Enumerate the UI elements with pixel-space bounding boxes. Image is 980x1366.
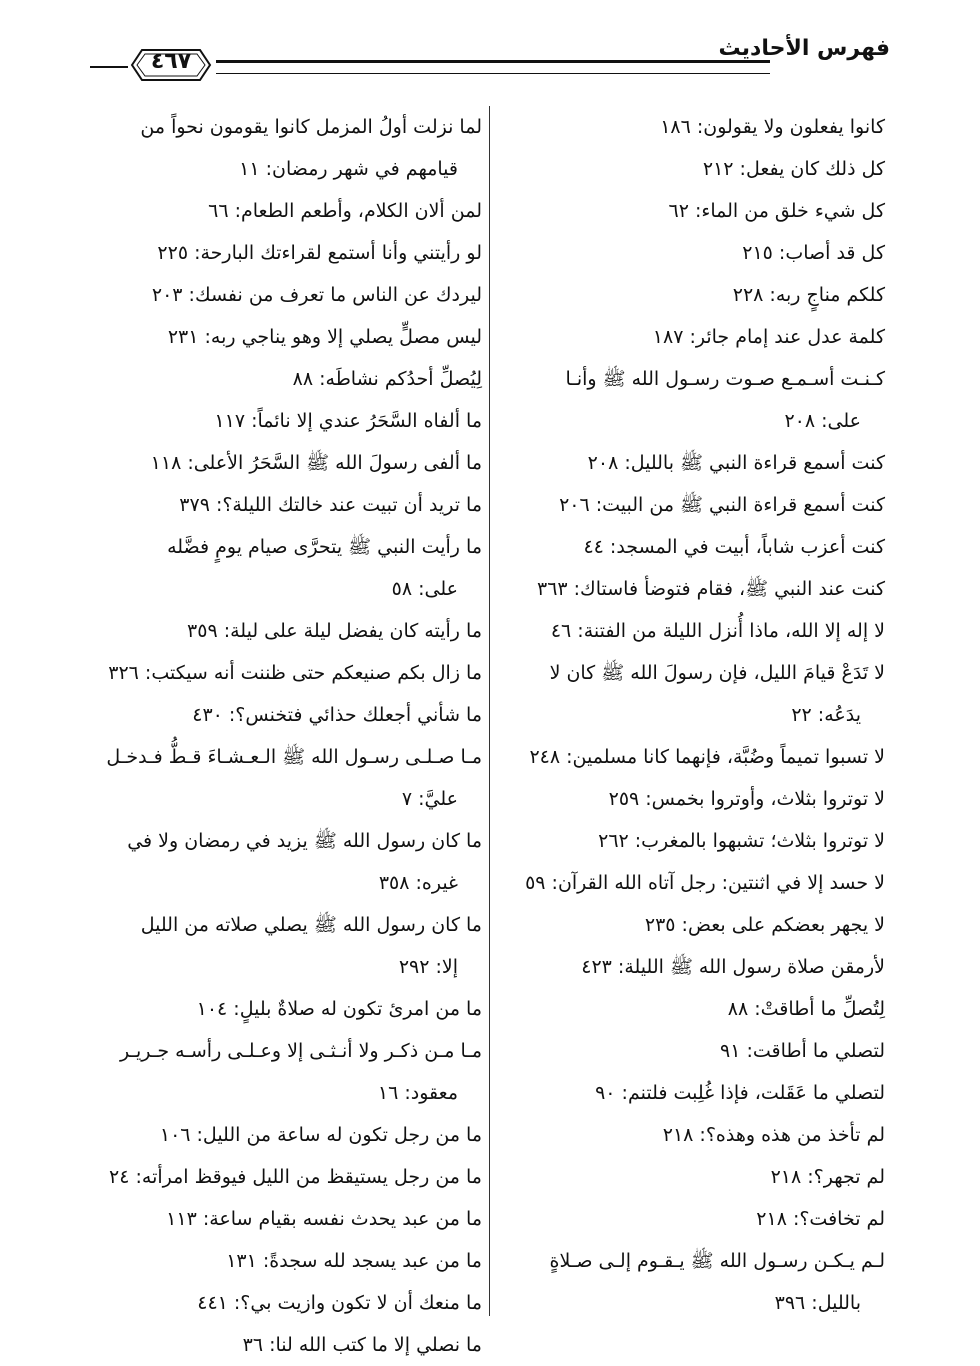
index-entry: ما من امرئ تكون له صلاةٌ بليلٍ: ١٠٤ xyxy=(196,998,482,1020)
index-entry: ما نصلي إلا ما كتب الله لنا: ٣٦ xyxy=(242,1334,482,1356)
page-header xyxy=(90,30,890,94)
entry-continuation: عليَّ: ٧ xyxy=(401,788,458,810)
index-entry xyxy=(87,1030,482,1114)
header-rule-short xyxy=(90,66,128,68)
index-entry: ما منعك أن لا تكون وازيت بي؟: ٤٤١ xyxy=(197,1292,482,1314)
header-rule xyxy=(216,60,770,74)
index-entry: ليردك عن الناس ما تعرف من نفسك: ٢٠٣ xyxy=(151,284,482,306)
index-entry: ما ألفى رسولَ الله ﷺ السَّحَرُ الأعلى: ١١٨ xyxy=(150,452,482,474)
index-entry: لا تسبوا تميماً وضُبَّة، فإنهما كانا مسلمين: ٢٤٨ xyxy=(529,746,885,768)
index-entry: لم تجهر؟: ٢١٨ xyxy=(770,1166,885,1188)
entry-line: ما كان رسول الله ﷺ يصلي صلاته من الليل xyxy=(140,914,482,936)
index-entry: لا توتروا بثلاث؛ تشبهوا بالمغرب: ٢٦٢ xyxy=(598,830,885,852)
index-entry xyxy=(87,904,482,988)
entry-continuation: قيامهم في شهر رمضان: ١١ xyxy=(239,158,458,180)
index-entry: كنت أعزب شاباً، أبيت في المسجد: ٤٤ xyxy=(583,536,885,558)
index-entry: كل شيء خلق من الماء: ٦٢ xyxy=(668,200,885,222)
index-entry: كانوا يفعلون ولا يقولون: ١٨٦ xyxy=(660,116,885,138)
index-entry: ما زال بكم صنيعكم حتى ظننت أنه سيكتب: ٣٢٦ xyxy=(108,662,482,684)
page-number: ٤٦٧ xyxy=(150,49,192,74)
index-entry xyxy=(87,736,482,820)
entry-line: ما كان رسول الله ﷺ يزيد في رمضان ولا في xyxy=(127,830,482,852)
index-entry: ما ألفاه السَّحَرُ عندي إلا نائماً: ١١٧ xyxy=(214,410,482,432)
entry-continuation: على: ٥٨ xyxy=(391,578,458,600)
entry-continuation: على: ٢٠٨ xyxy=(784,410,861,432)
index-entry: ما تريد أن تبيت عند خالتك الليلة؟: ٣٧٩ xyxy=(179,494,482,516)
entry-continuation: معقود: ١٦ xyxy=(377,1082,458,1104)
index-entry: كنت أسمع قراءة النبي ﷺ من البيت: ٢٠٦ xyxy=(559,494,885,516)
index-entry: لا إله إلا الله، ماذا أُنزل الليلة من الفتنة: ٤٦ xyxy=(550,620,885,642)
entry-line: لا تَدَعْ قيامَ الليل، فإن رسولَ الله ﷺ كان لا xyxy=(549,662,885,684)
index-entry: لا توتروا بثلاث، وأوتروا بخمس: ٢٥٩ xyxy=(608,788,885,810)
entry-line: كـنـت أسـمـع صـوت رسـول الله ﷺ وأنـا xyxy=(565,368,885,390)
entry-continuation: يدَعُه: ٢٢ xyxy=(791,704,861,726)
index-entry: لا يجهر بعضكم على بعض: ٢٣٥ xyxy=(644,914,885,936)
index-entry: لتصلي ما عَقَلت، فإذا غُلِبت فلتنم: ٩٠ xyxy=(595,1082,885,1104)
index-entry xyxy=(87,106,482,190)
entry-line: لما نزلت أولُ المزمل كانوا يقومون نحواً من xyxy=(140,116,482,138)
index-entry: ما من رجل يستيقظ من الليل فيوقظ امرأته: ٢٤ xyxy=(109,1166,482,1188)
entry-continuation: إلا: ٢٩٢ xyxy=(398,956,458,978)
index-entry: كنت أسمع قراءة النبي ﷺ بالليل: ٢٠٨ xyxy=(587,452,885,474)
entry-line: مـا مـن ذكـر ولا أنـثـى إلا وعـلـى رأسـه جـريـر xyxy=(119,1040,482,1062)
page-number-badge xyxy=(128,44,214,86)
entry-continuation: بالليل: ٣٩٦ xyxy=(774,1292,861,1314)
index-entry: كلمة عدل عند إمام جائر: ١٨٧ xyxy=(652,326,885,348)
index-entry: لِيُصلِّ أحدُكم نشاطَه: ٨٨ xyxy=(292,368,482,390)
entry-line: لـم يـكـن رسـول الله ﷺ يـقـوم إلـى صـلاةٍ xyxy=(549,1250,885,1272)
index-entry: ما من عبد يسجد لله سجدةً: ١٣١ xyxy=(226,1250,482,1272)
index-entry xyxy=(87,820,482,904)
entry-line: مـا صـلـى رسـول الله ﷺ الـعـشـاءَ قـطُّ فـدخـل xyxy=(106,746,482,768)
index-entry xyxy=(490,652,885,736)
index-entry: كل قد أصاب: ٢١٥ xyxy=(742,242,885,264)
index-entry: لو رأيتني وأنا أستمع لقراءتك البارحة: ٢٢٥ xyxy=(157,242,482,264)
index-entry: كلكم مناجٍ ربه: ٢٢٨ xyxy=(732,284,885,306)
left-column xyxy=(87,106,482,1366)
index-entry: كنت عند النبي ﷺ، فقام فتوضأ فاستاك: ٣٦٣ xyxy=(536,578,885,600)
index-entry: لا حسد إلا في اثنتين: رجل آتاه الله القرآن: ٥٩ xyxy=(525,872,885,894)
entry-continuation: غيره: ٣٥٨ xyxy=(378,872,458,894)
index-entry xyxy=(490,1240,885,1324)
running-title: فهرس الأحاديث xyxy=(718,36,890,61)
index-entry: ما شأني أجعلك حذائي فتخنس؟: ٤٣٠ xyxy=(192,704,482,726)
index-entry: لمن ألان الكلام، وأطعم الطعام: ٦٦ xyxy=(208,200,482,222)
index-entry: لِتُصلِّ ما أطاقتْ: ٨٨ xyxy=(727,998,885,1020)
index-entry: لأرمقن صلاة رسول الله ﷺ الليلة: ٤٢٣ xyxy=(581,956,885,978)
right-column xyxy=(490,106,885,1324)
index-entry: ليس مصلٍّ يصلي إلا وهو يناجي ربه: ٢٣١ xyxy=(167,326,482,348)
index-entry: كل ذلك كان يفعل: ٢١٢ xyxy=(702,158,885,180)
index-entry: ما رأيته كان يفضل ليلة على ليلة: ٣٥٩ xyxy=(187,620,482,642)
index-entry xyxy=(490,358,885,442)
index-entry: لتصلي ما أطاقت: ٩١ xyxy=(720,1040,885,1062)
index-entry xyxy=(87,526,482,610)
index-entry: ما من عبد يحدث نفسه بقيام ساعة: ١١٣ xyxy=(166,1208,482,1230)
entry-line: ما رأيت النبي ﷺ يتحرَّى صيام يومٍ فضَّله xyxy=(167,536,482,558)
index-entry: ما من رجل تكون له ساعة من الليل: ١٠٦ xyxy=(159,1124,482,1146)
index-entry: لم تخافت؟: ٢١٨ xyxy=(756,1208,885,1230)
index-entry: لم تأخذ من هذه وهذه؟: ٢١٨ xyxy=(662,1124,885,1146)
